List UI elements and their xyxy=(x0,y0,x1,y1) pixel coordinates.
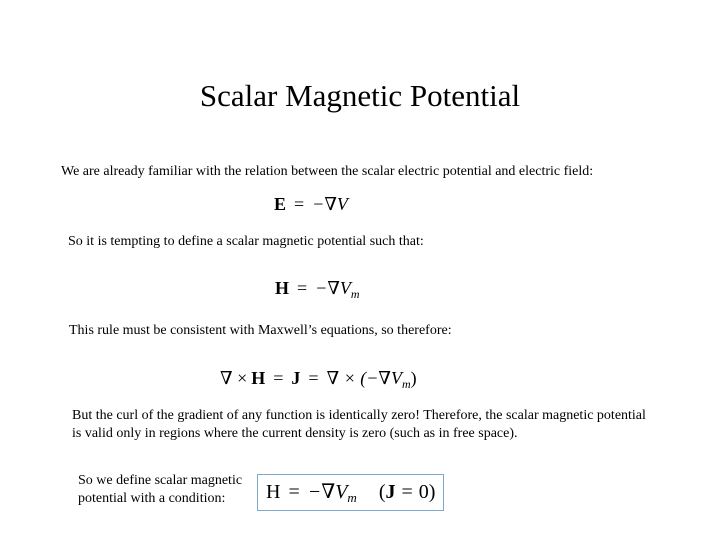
curl-zero-line-1: But the curl of the gradient of any function is identically zero! Therefore, the scalar magnetic potential xyxy=(72,408,646,423)
eq-symbol-j: J xyxy=(291,368,301,388)
eq-neg-grad-v: −∇V xyxy=(307,481,348,503)
eq-subscript-m: m xyxy=(401,377,411,391)
tempting-paragraph: So it is tempting to define a scalar magnetic potential such that: xyxy=(68,234,424,249)
eq-equals: = xyxy=(288,481,300,503)
eq-equals: = xyxy=(273,368,284,388)
eq-neg-grad-v: −∇V xyxy=(315,278,351,298)
maxwell-paragraph: This rule must be consistent with Maxwell’s equations, so therefore: xyxy=(69,323,452,338)
eq-symbol-e: E xyxy=(274,194,287,214)
eq-equals: = xyxy=(401,481,413,503)
eq-symbol-j: J xyxy=(385,481,396,503)
eq-cond-zero: 0) xyxy=(418,481,436,503)
condition-line-2: potential with a condition: xyxy=(78,491,226,506)
equation-curl xyxy=(220,367,417,391)
eq-neg-grad-v: −∇V xyxy=(312,194,348,214)
eq-subscript-m: m xyxy=(350,287,360,301)
eq-equals: = xyxy=(294,194,305,214)
eq-curl-grad-v: ∇ × (−∇V xyxy=(326,368,402,388)
intro-paragraph: We are already familiar with the relation between the scalar electric potential and electric field: xyxy=(61,164,594,179)
eq-subscript-m: m xyxy=(347,490,357,505)
curl-zero-line-2: is valid only in regions where the current density is zero (such as in free space). xyxy=(72,426,518,441)
condition-line-1: So we define scalar magnetic xyxy=(78,473,243,488)
eq-symbol-h: H xyxy=(275,278,290,298)
eq-equals: = xyxy=(308,368,319,388)
boxed-equation-with-condition xyxy=(257,474,444,511)
eq-symbol-h: H xyxy=(251,368,266,388)
eq-curl-operator: ∇ × xyxy=(220,368,248,388)
eq-close-paren: ) xyxy=(410,368,417,388)
equation-electric-field xyxy=(274,193,348,215)
slide-title: Scalar Magnetic Potential xyxy=(199,78,521,113)
equation-magnetic-potential xyxy=(275,277,360,301)
eq-symbol-h: H xyxy=(266,481,281,503)
eq-equals: = xyxy=(297,278,308,298)
eq-cond-open-paren: ( xyxy=(378,481,386,503)
